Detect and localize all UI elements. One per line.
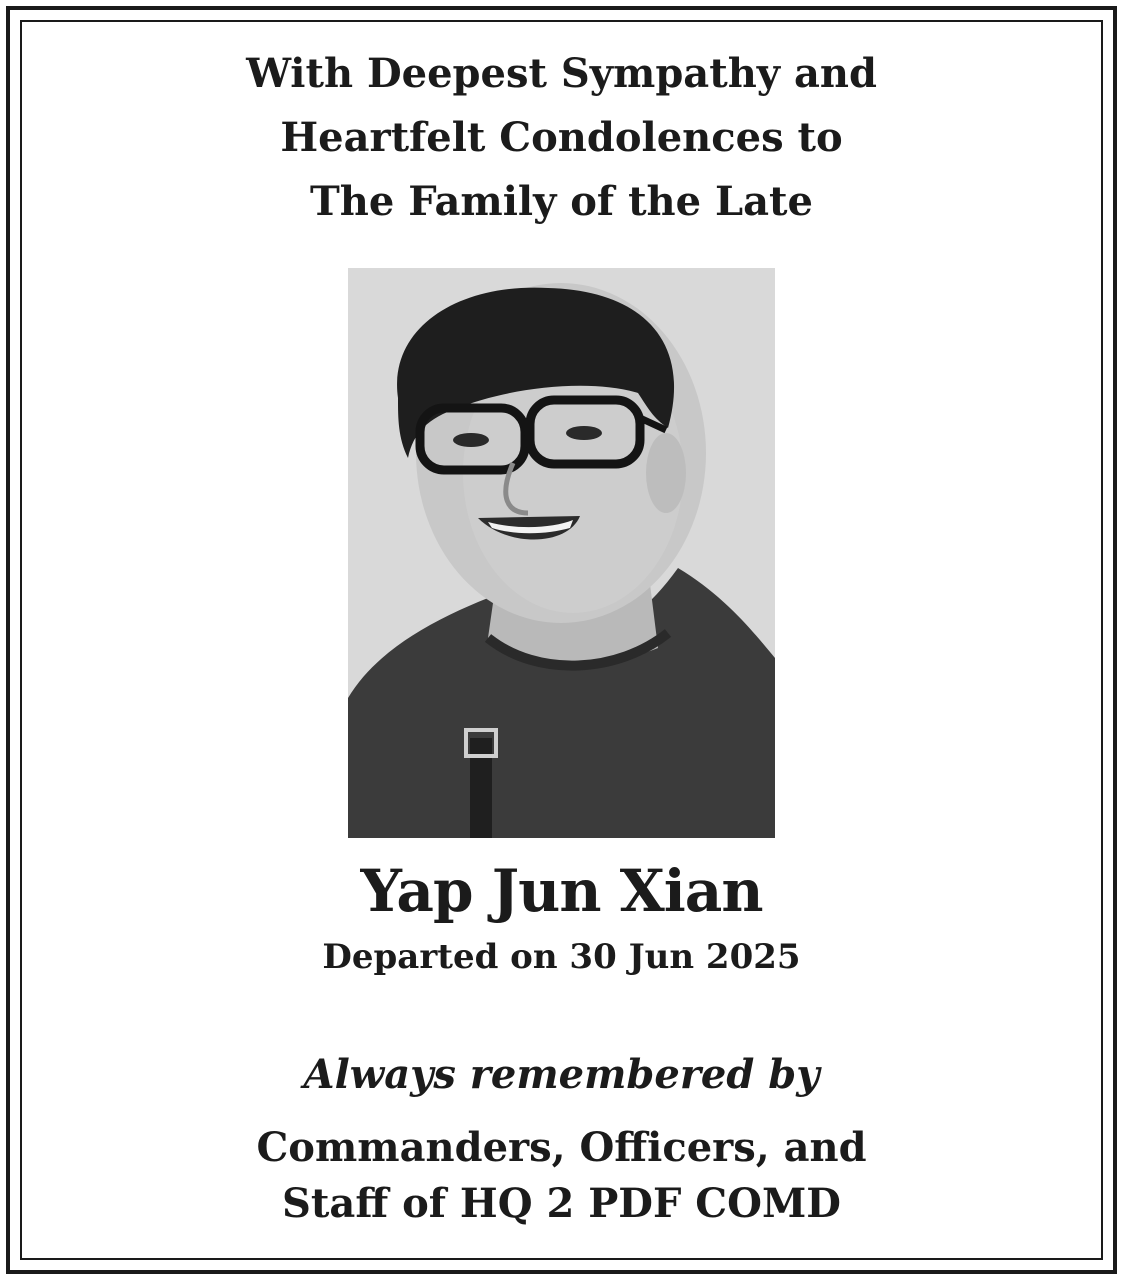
heading-line-2: Heartfelt Condolences to [280,114,843,161]
portrait-photo [348,268,775,838]
sender-signoff [0,1120,1123,1232]
signoff-line-1: Commanders, Officers, and [256,1124,867,1171]
heading-line-3: The Family of the Late [310,178,813,225]
departed-date: Departed on 30 Jun 2025 [322,937,801,977]
signoff-line-2: Staff of HQ 2 PDF COMD [282,1180,841,1227]
deceased-name: Yap Jun Xian [360,857,763,925]
remembered-by-label: Always remembered by [303,1051,820,1098]
heading-line-1: With Deepest Sympathy and [246,50,877,97]
condolence-heading [0,42,1123,234]
